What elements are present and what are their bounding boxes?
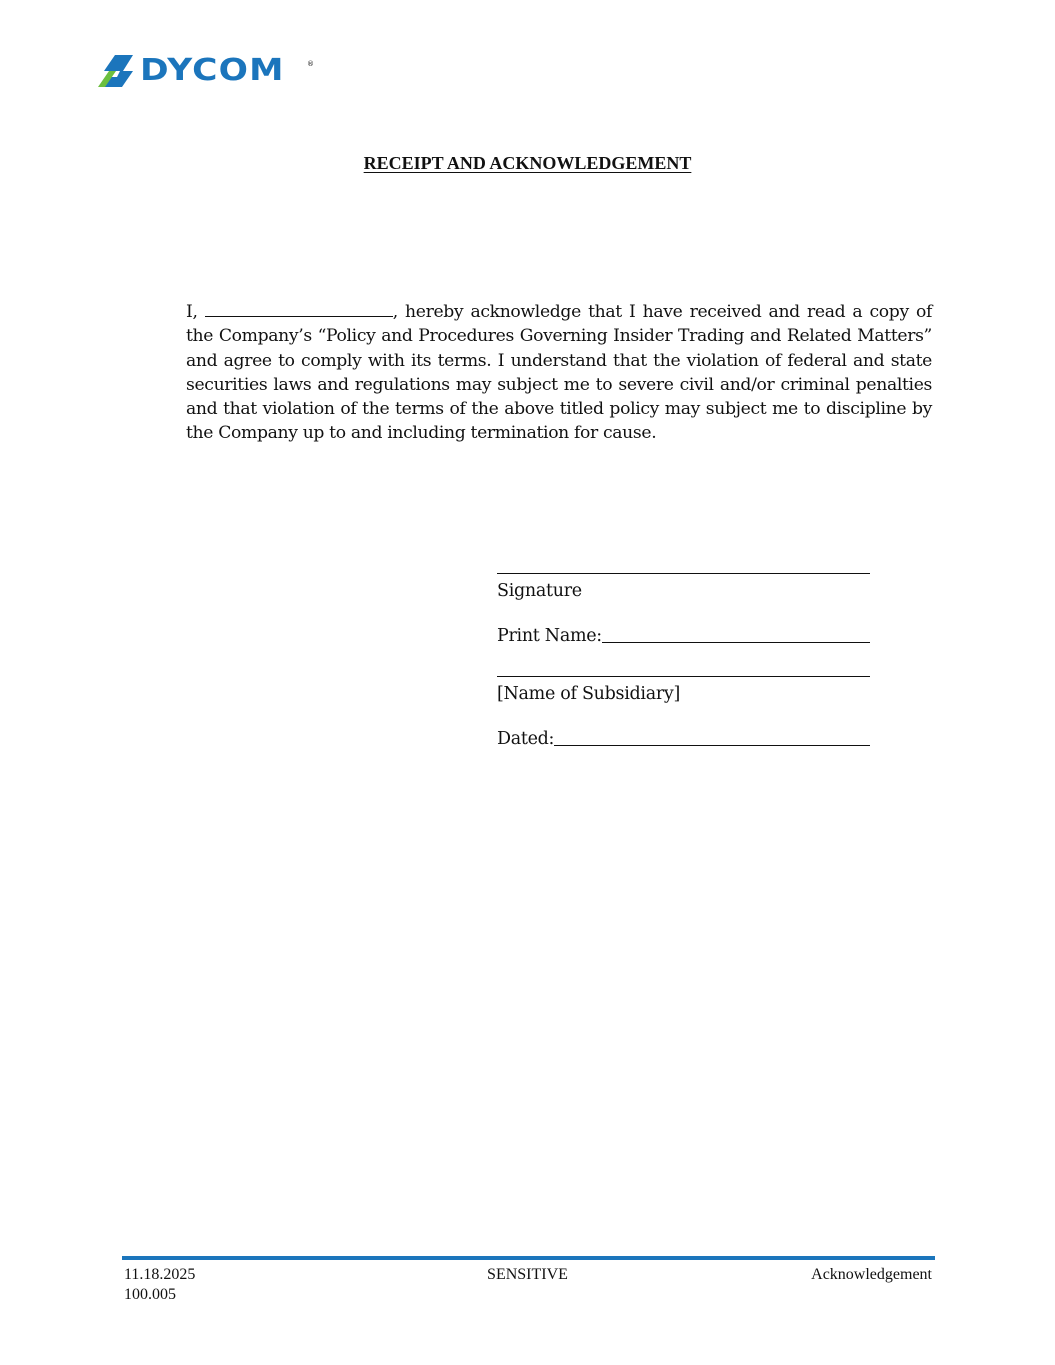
dycom-logo-icon — [98, 53, 136, 89]
paragraph-prefix: I, — [186, 302, 205, 322]
logo-trademark: ® — [307, 60, 314, 68]
logo-wordmark: DYCOM — [140, 53, 285, 88]
subsidiary-label: [Name of Subsidiary] — [497, 684, 681, 704]
signature-line[interactable] — [497, 553, 870, 574]
print-name-label: Print Name: — [497, 626, 602, 646]
employee-name-blank[interactable] — [205, 302, 393, 317]
footer-section: Acknowledgement — [811, 1266, 932, 1283]
dated-row — [497, 727, 870, 751]
signature-block — [497, 553, 870, 751]
footer-divider — [122, 1256, 935, 1260]
print-name-line[interactable] — [602, 624, 870, 643]
footer-date: 11.18.2025 — [124, 1266, 196, 1283]
document-title: RECEIPT AND ACKNOWLEDGEMENT — [363, 153, 692, 173]
dycom-logo — [98, 52, 314, 90]
dated-label: Dated: — [497, 729, 555, 749]
footer-doc-number: 100.005 — [124, 1286, 176, 1303]
dated-line[interactable] — [554, 727, 870, 746]
signature-label: Signature — [497, 581, 582, 601]
footer-classification: SENSITIVE — [487, 1266, 568, 1283]
acknowledgement-paragraph — [186, 300, 932, 446]
print-name-row — [497, 624, 870, 648]
paragraph-text: , hereby acknowledge that I have received and read a copy of the Company’s “Policy and Procedures Governing Insider Trading and Related Matters” and agree to comply with its terms. I understand that the violation of federal and state securities laws and regulations may subject me to severe civil and/or criminal penalties and that violation of the terms of the above titled policy may subject me to discipline by the Company up to and including termination for cause. — [186, 302, 932, 444]
subsidiary-line[interactable] — [497, 656, 870, 677]
